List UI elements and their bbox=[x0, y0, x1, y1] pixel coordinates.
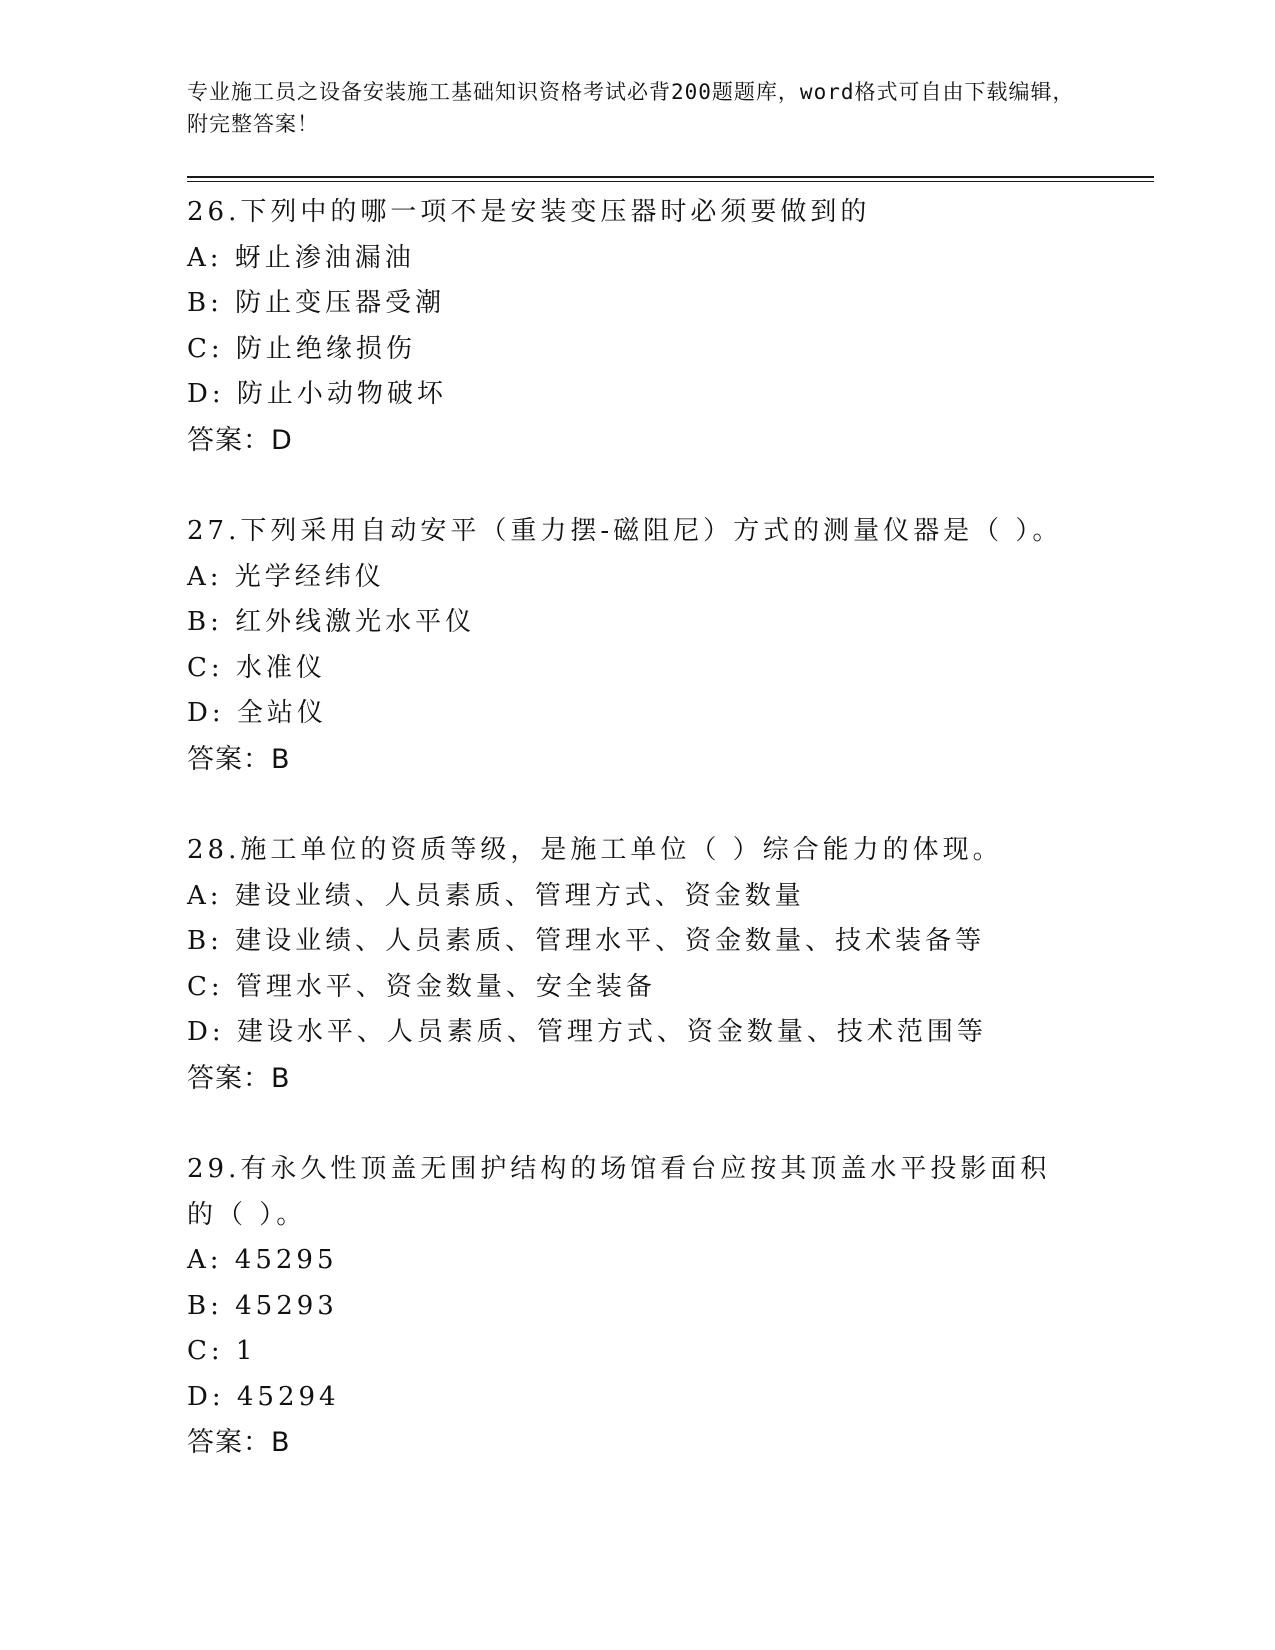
option-a: A: 建设业绩、人员素质、管理方式、资金数量 bbox=[187, 880, 805, 911]
option-a: A: 蚜止渗油漏油 bbox=[187, 242, 415, 273]
option-c: C: 水准仪 bbox=[187, 652, 326, 683]
option-a: A: 光学经纬仪 bbox=[187, 561, 385, 592]
answer-line: 答案：B bbox=[187, 1427, 291, 1458]
option-c: C: 1 bbox=[187, 1336, 257, 1366]
option-d: D: 防止小动物破坏 bbox=[187, 379, 447, 409]
option-d: D: 全站仪 bbox=[187, 698, 327, 728]
option-a: A: 45295 bbox=[187, 1245, 338, 1275]
answer-line: 答案：B bbox=[187, 743, 291, 775]
question-29 bbox=[187, 1147, 1087, 1466]
option-b: B: 建设业绩、人员素质、管理水平、资金数量、技术装备等 bbox=[187, 926, 986, 956]
option-d: D: 建设水平、人员素质、管理方式、资金数量、技术范围等 bbox=[187, 1017, 987, 1047]
answer-line: 答案：D bbox=[187, 424, 293, 456]
option-c: C: 防止绝缘损伤 bbox=[187, 333, 416, 364]
document-header: 专业施工员之设备安装施工基础知识资格考试必背200题题库，word格式可自由下载编辑，附完整答案！ bbox=[187, 80, 1075, 136]
question-28 bbox=[187, 828, 1087, 1101]
question-list bbox=[187, 190, 1087, 1512]
question-27 bbox=[187, 509, 1087, 782]
option-b: B: 红外线激光水平仪 bbox=[187, 607, 476, 637]
option-b: B: 45293 bbox=[187, 1290, 338, 1321]
header-divider-thick bbox=[187, 176, 1154, 178]
header-divider-thin bbox=[187, 181, 1154, 182]
question-text: 29.有永久性顶盖无围护结构的场馆看台应按其顶盖水平投影面积的（ ）。 bbox=[187, 1154, 1051, 1230]
question-text: 27.下列采用自动安平（重力摆-磁阻尼）方式的测量仪器是（ ）。 bbox=[187, 516, 1063, 546]
answer-line: 答案：B bbox=[187, 1062, 291, 1094]
option-c: C: 管理水平、资金数量、安全装备 bbox=[187, 971, 656, 1002]
question-26 bbox=[187, 190, 1087, 463]
option-b: B: 防止变压器受潮 bbox=[187, 288, 446, 318]
question-text: 28.施工单位的资质等级，是施工单位（ ）综合能力的体现。 bbox=[187, 835, 1003, 865]
question-text: 26.下列中的哪一项不是安装变压器时必须要做到的 bbox=[187, 197, 871, 227]
option-d: D: 45294 bbox=[187, 1381, 340, 1412]
